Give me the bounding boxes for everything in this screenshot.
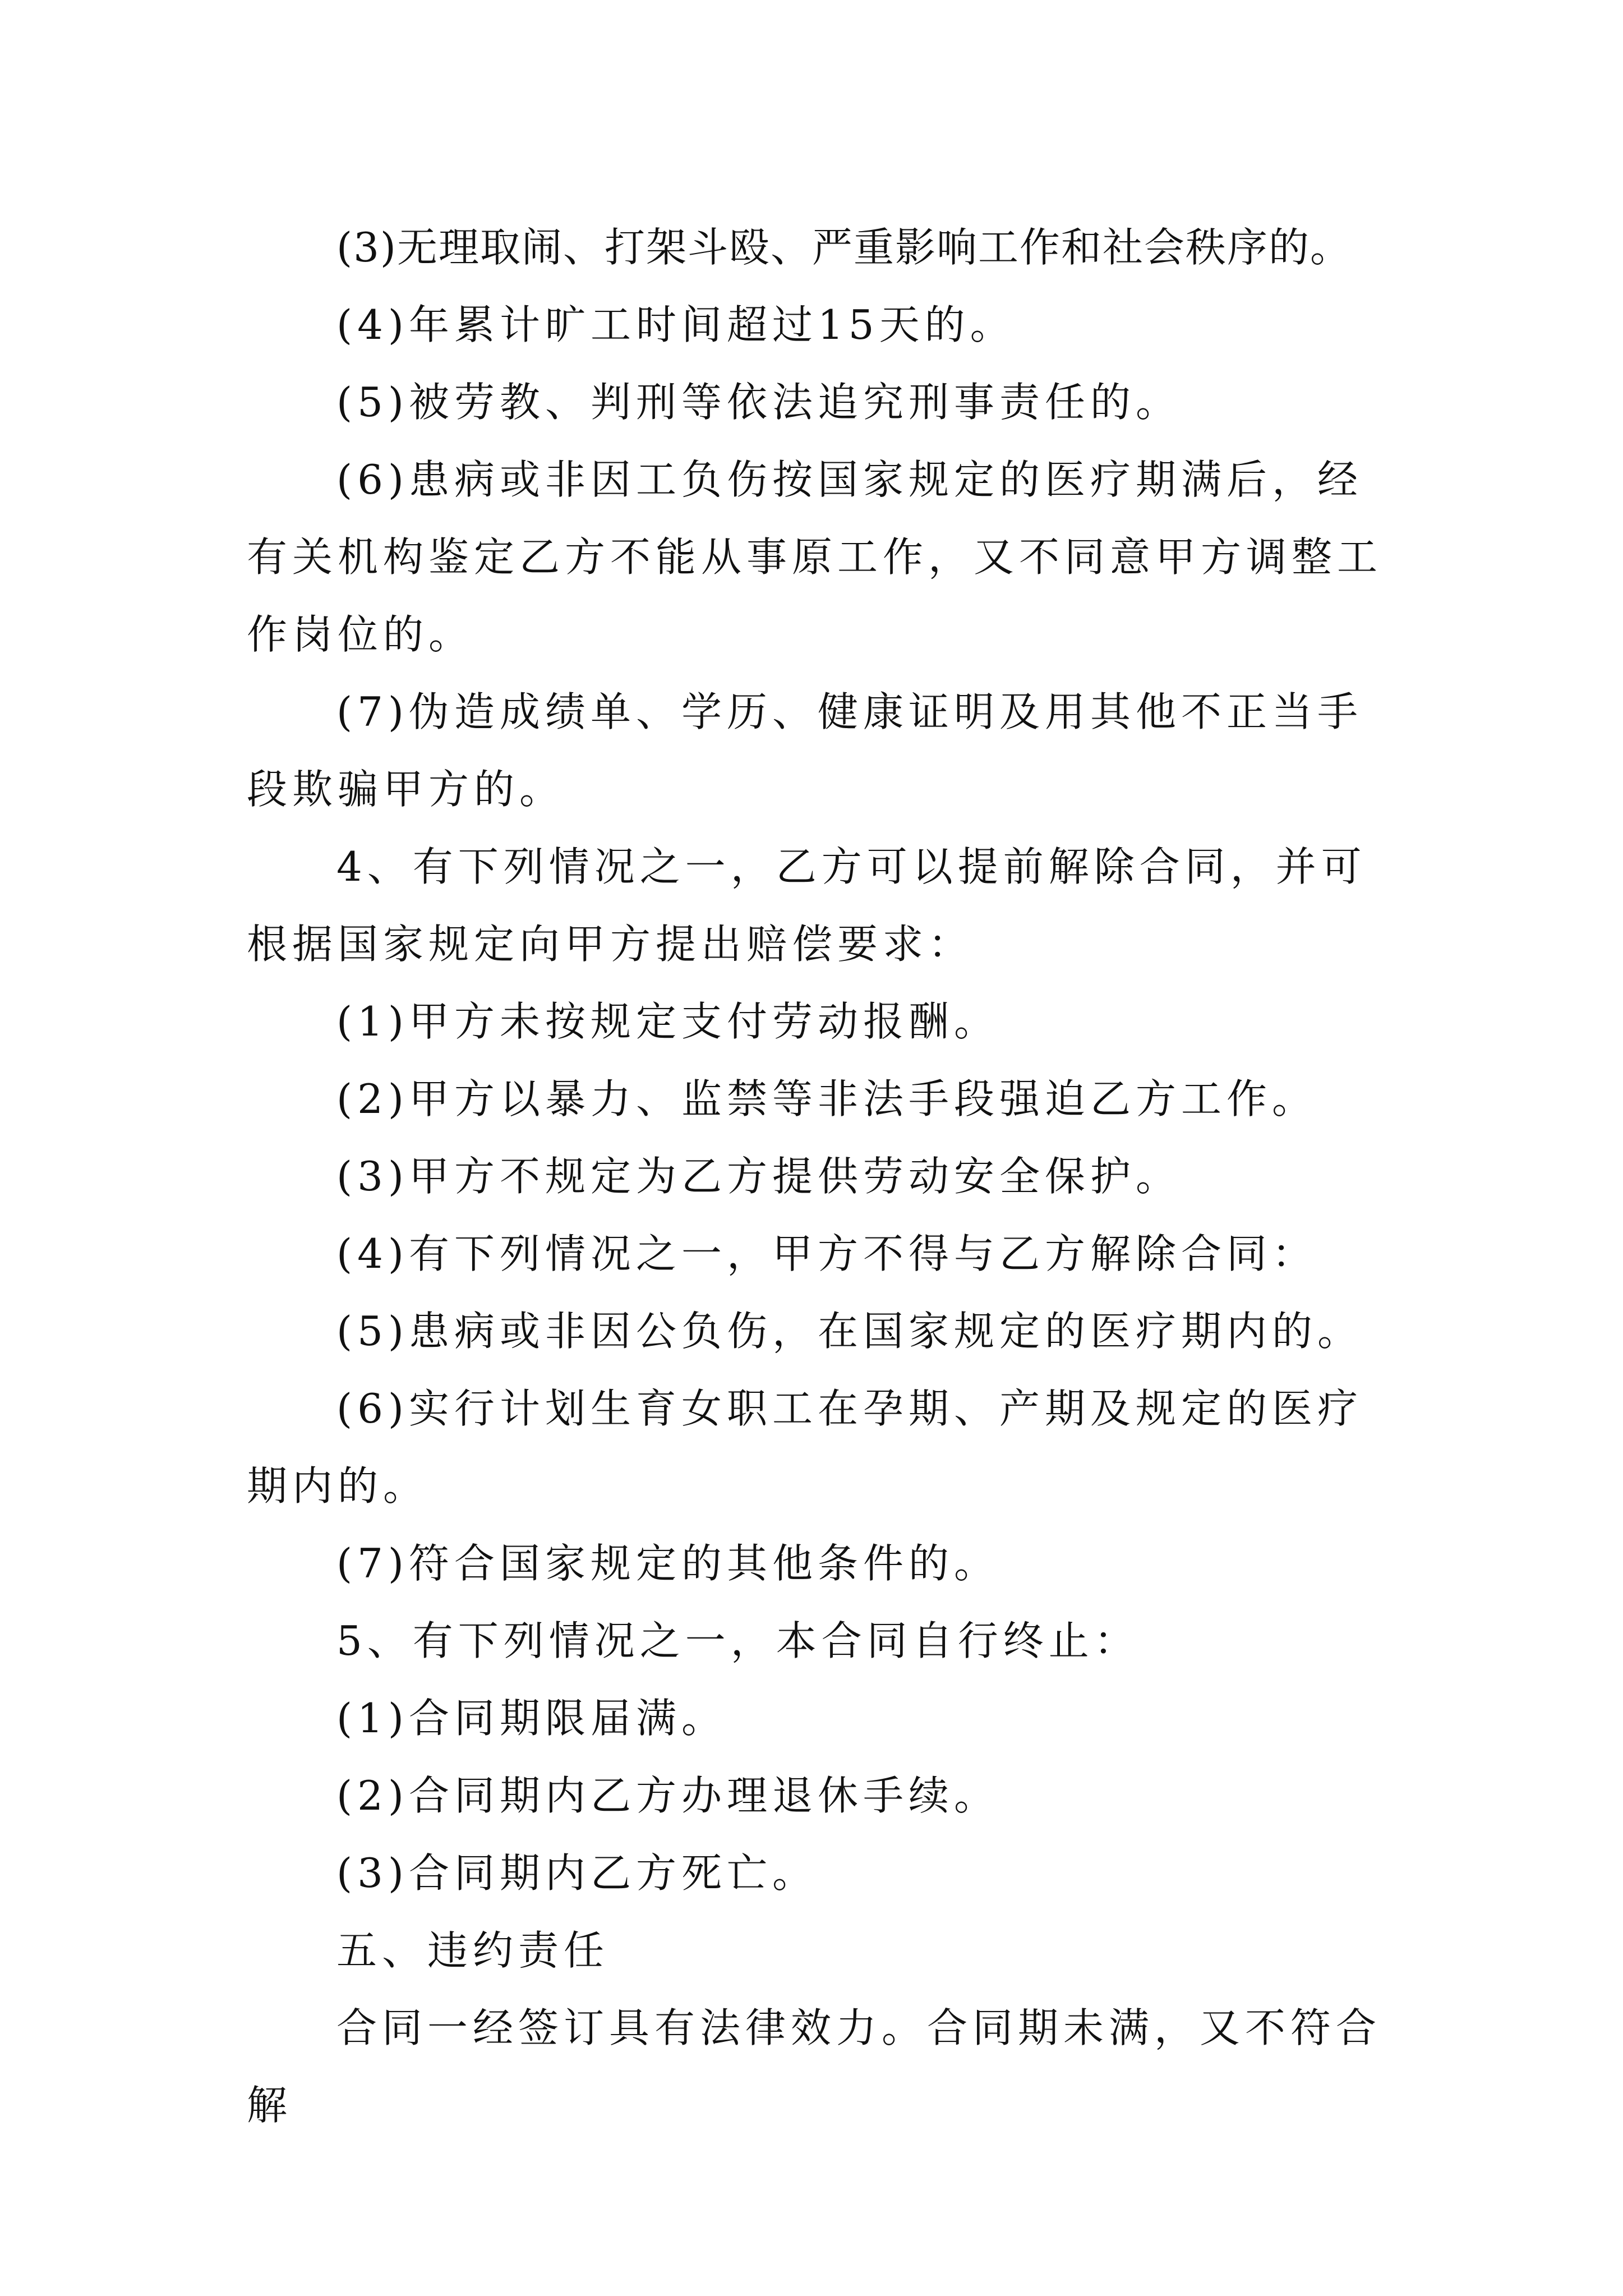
paragraph: (4)有下列情况之一，甲方不得与乙方解除合同： [336,1230,1317,1277]
paragraph: (2)甲方以暴力、监禁等非法手段强迫乙方工作。 [336,1075,1317,1122]
paragraph: (3)无理取闹、打架斗殴、严重影响工作和社会秩序的。 [336,224,1352,271]
paragraph: (1)甲方未按规定支付劳动报酬。 [336,998,999,1045]
paragraph: (6)实行计划生育女职工在孕期、产期及规定的医疗期内的。 [247,1385,1363,1510]
paragraph: (5)被劳教、判刑等依法追究刑事责任的。 [336,379,1181,426]
paragraph: (7)伪造成绩单、学历、健康证明及用其他不正当手段欺骗甲方的。 [247,688,1363,813]
paragraph: (4)年累计旷工时间超过15天的。 [336,301,1016,348]
paragraph: 5、有下列情况之一，本合同自行终止： [336,1617,1140,1664]
paragraph: 合同一经签订具有法律效力。合同期未满，又不符合解 [247,2004,1382,2129]
paragraph: (1)合同期限届满。 [336,1695,727,1742]
paragraph: 4、有下列情况之一，乙方可以提前解除合同，并可根据国家规定向甲方提出赔偿要求： [247,843,1367,968]
section-heading: 五、违约责任 [336,1927,610,1974]
paragraph: (5)患病或非因公负伤，在国家规定的医疗期内的。 [336,1308,1363,1355]
paragraph: (2)合同期内乙方办理退休手续。 [336,1772,999,1819]
paragraph: (6)患病或非因工负伤按国家规定的医疗期满后，经有关机构鉴定乙方不能从事原工作，又不同意甲方调整工作岗位的。 [247,456,1383,658]
paragraph: (3)甲方不规定为乙方提供劳动安全保护。 [336,1153,1181,1200]
paragraph: (3)合同期内乙方死亡。 [336,1849,818,1897]
document-body [247,209,1391,2144]
paragraph: (7)符合国家规定的其他条件的。 [336,1540,999,1587]
